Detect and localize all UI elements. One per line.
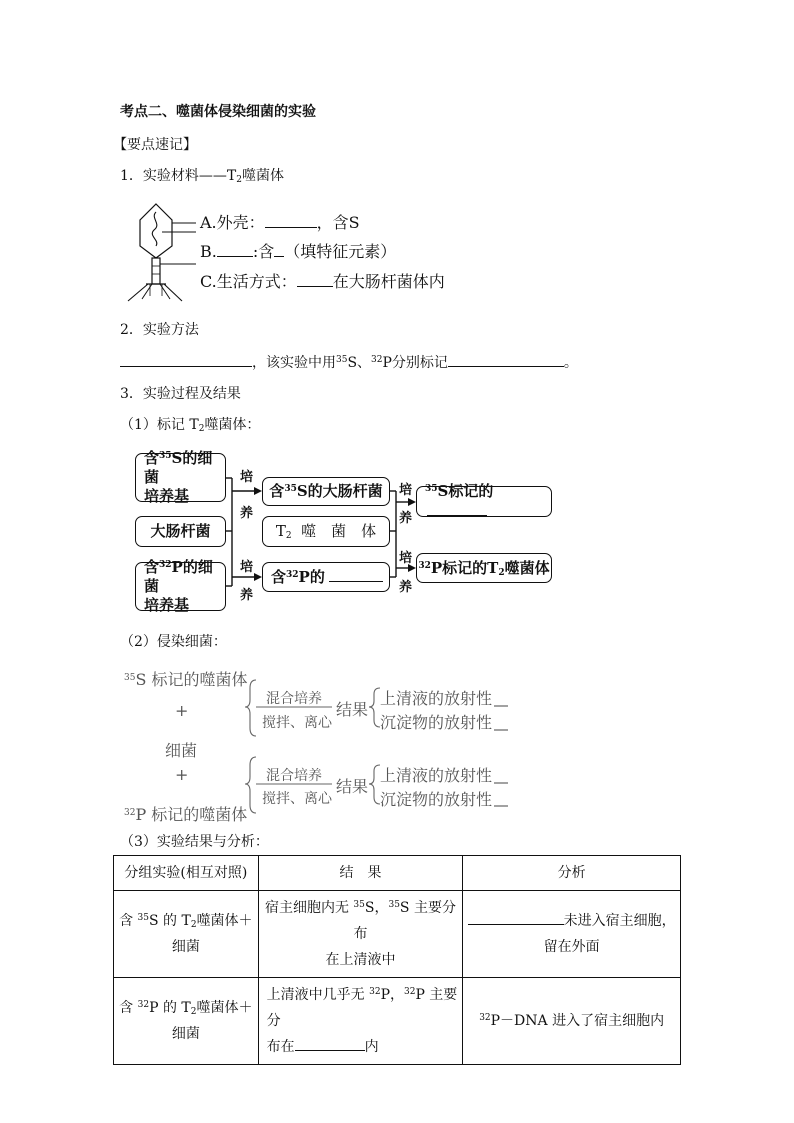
supernatant-2: 上清液的放射性 [380,766,493,785]
phage-part-a: A.外壳： ，含S [200,213,360,232]
sediment-1: 沉淀物的放射性 [380,713,493,732]
section-title: 考点二、噬菌体侵染细菌的实验 [120,104,316,120]
header-group: 分组实验(相互对照) [114,856,259,891]
bacteria-label: 细菌 [165,741,198,760]
table-header-row [114,856,681,891]
phage-part-c: C.生活方式： 在大肠杆菌体内 [200,272,445,291]
box-p32-medium: 含$^{32}$P的细菌 培养基 [135,562,226,611]
item3-label: 3．实验过程及结果 [120,386,241,402]
box-s35-ecoli: 含$^{35}$S的大肠杆菌 [262,477,390,506]
row1-group: 含 $^{35}$S 的 $T_2$噬菌体＋ 细菌 [114,891,259,978]
table-row [114,978,681,1065]
row2-analysis: $^{32}$P－DNA 进入了宿主细胞内 [463,978,681,1065]
row1-analysis: 未进入宿主细胞， 留在外面 [463,891,681,978]
result-1: 结果 [336,700,369,719]
box-p32-labeled: $^{32}$P标记的$T_2$噬菌体 [416,553,552,583]
item2-method: ，该实验中用$^{35}$S、$^{32}$P分别标记 。 [120,352,578,372]
results-table [113,855,681,1065]
culture-label-1b: 养 [240,506,254,521]
sub1-label: （1）标记 $T_2$噬菌体： [120,417,261,434]
sediment-2: 沉淀物的放射性 [380,790,493,809]
culture-label-4a: 培 [399,551,413,566]
culture-label-2b: 养 [240,588,254,603]
box-p32-ecoli: 含$^{32}$P的 [262,562,390,592]
key-points-heading: 【要点速记】 [113,137,197,153]
s35-phage-label: $^{35}$S 标记的噬菌体 [124,670,248,689]
culture-label-4b: 养 [399,580,413,595]
row1-result: 宿主细胞内无 $^{35}$S，$^{35}$S 主要分布 在上清液中 [258,891,463,978]
row2-group: 含 $^{32}$P 的 $T_2$噬菌体＋ 细菌 [114,978,259,1065]
sub3-label: （3）实验结果与分析： [120,834,269,850]
table-row [114,891,681,978]
phage-part-b: B. :含 （填特征元素） [200,242,397,261]
supernatant-1: 上清液的放射性 [380,689,493,708]
mix-culture-2: 混合培养 [266,768,322,784]
item1-label: 1．实验材料$——T_2$噬菌体 [120,168,284,185]
box-t2-phage: $T_2$ 噬 菌 体 [262,516,390,547]
item2-label: 2．实验方法 [120,322,199,338]
plus-sign-2: + [175,765,189,784]
p32-phage-label: $^{32}$P 标记的噬菌体 [124,805,248,824]
culture-label-1a: 培 [240,470,254,485]
stir-centrifuge-1: 搅拌、离心 [262,715,332,731]
mix-culture-1: 混合培养 [266,691,322,707]
plus-sign-1: + [175,701,189,720]
culture-label-3b: 养 [399,511,413,526]
sub2-label: （2）侵染细菌： [120,634,227,650]
box-s35-medium: 含$^{35}$S的细菌 培养基 [135,453,226,502]
header-result: 结 果 [258,856,463,891]
stir-centrifuge-2: 搅拌、离心 [262,791,332,807]
box-s35-labeled: $^{35}$S标记的 [416,486,552,517]
header-analysis: 分析 [463,856,681,891]
culture-label-3a: 培 [399,483,413,498]
culture-label-2a: 培 [240,560,254,575]
box-ecoli: 大肠杆菌 [135,516,226,547]
result-2: 结果 [336,777,369,796]
row2-result: 上清液中几乎无 $^{32}$P，$^{32}$P 主要分 布在 内 [258,978,463,1065]
